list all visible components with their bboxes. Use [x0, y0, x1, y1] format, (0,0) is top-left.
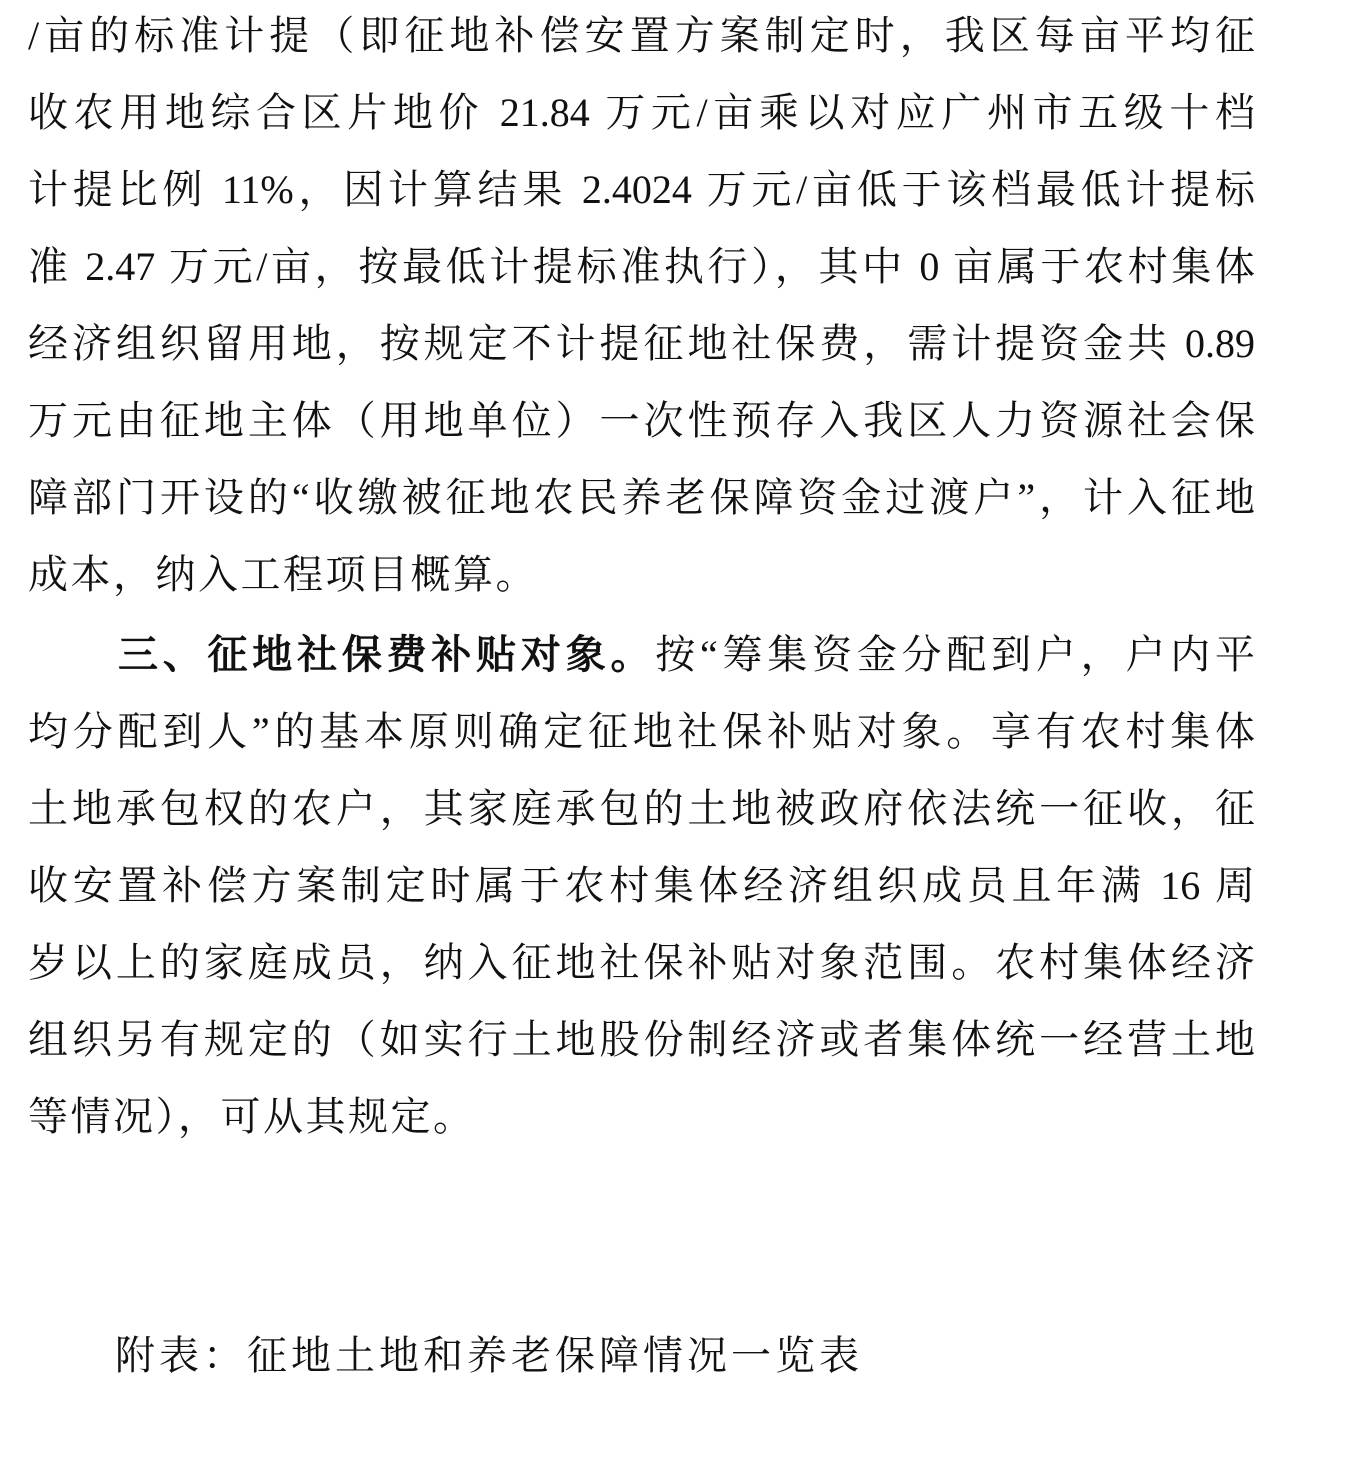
- text-line: 土地承包权的农户，其家庭承包的土地被政府依法统一征收，征: [28, 786, 1255, 831]
- section-heading: 三、征地社保费补贴对象。: [118, 632, 656, 677]
- text-line: 万元由征地主体（用地单位）一次性预存入我区人力资源社会保: [28, 398, 1255, 443]
- text-line: 经济组织留用地，按规定不计提征地社保费，需计提资金共 0.89: [28, 321, 1255, 366]
- text-line: 组织另有规定的（如实行土地股份制经济或者集体统一经营土地: [28, 1017, 1255, 1062]
- text-line: 等情况），可从其规定。: [28, 1094, 476, 1139]
- attachment-note: 附表：征地土地和养老保障情况一览表: [115, 1333, 863, 1378]
- text-line: 障部门开设的“收缴被征地农民养老保障资金过渡户”，计入征地: [28, 475, 1255, 520]
- text-line: 成本，纳入工程项目概算。: [28, 552, 538, 597]
- paragraph-land-social-security-provision: [28, 0, 1255, 613]
- text-line: /亩的标准计提（即征地补偿安置方案制定时，我区每亩平均征: [28, 13, 1255, 58]
- text-line: 收农用地综合区片地价 21.84 万元/亩乘以对应广州市五级十档: [28, 90, 1255, 135]
- text-line: 计提比例 11%，因计算结果 2.4024 万元/亩低于该档最低计提标: [28, 167, 1255, 212]
- text-line-with-heading: [28, 616, 1255, 693]
- text-line: 均分配到人”的基本原则确定征地社保补贴对象。享有农村集体: [28, 709, 1255, 754]
- text-run: 按“筹集资金分配到户，户内平: [655, 632, 1255, 677]
- text-line: 收安置补偿方案制定时属于农村集体经济组织成员且年满 16 周: [28, 863, 1255, 908]
- paragraph-subsidy-recipients: [28, 616, 1255, 1155]
- text-line: 准 2.47 万元/亩，按最低计提标准执行），其中 0 亩属于农村集体: [28, 244, 1255, 289]
- text-line: 岁以上的家庭成员，纳入征地社保补贴对象范围。农村集体经济: [28, 940, 1255, 985]
